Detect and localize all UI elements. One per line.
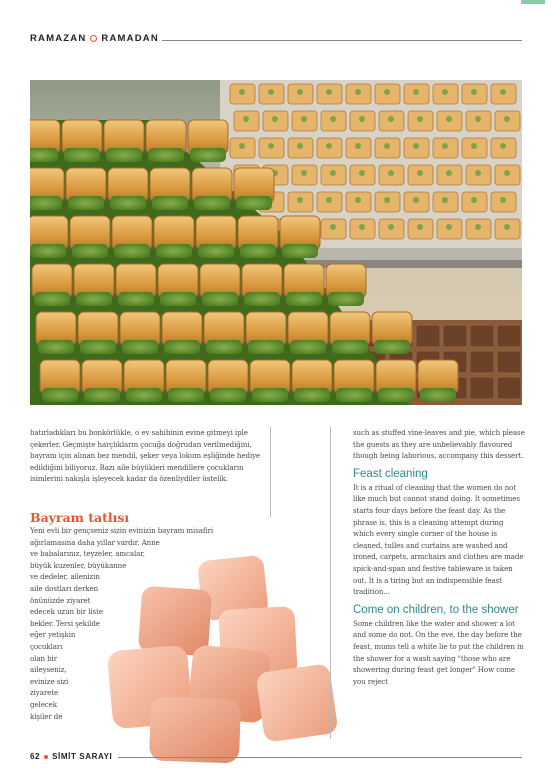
header-rule bbox=[162, 40, 522, 41]
lokum-illustration bbox=[80, 548, 340, 768]
right-paragraph-3: Some children like the water and shower a lot and some do not. On the eve, the day before the feast, mums tell a white lie to put the children in the shower for a wash saying "those who are showering during feast get longer" How come you reject bbox=[353, 618, 524, 686]
column-divider bbox=[330, 427, 331, 739]
shower-heading: Come on children, to the shower bbox=[353, 603, 519, 616]
left-paragraph-1: hatırladıkları bu bonkörlükle, o ev sahibinin evine gitmeyi iple çekerler. Geçmişte harçlıkların çocuğa doğrudan verilmediğini, bayram için alınan bez mendil, şeker veya lokum eşliğinde hediye edildiğini biliyoruz. Bazı aile büyükleri mendillere çocukların isimlerini nakışla işleyecek kadar da özenliydiler üstelik. bbox=[30, 428, 261, 484]
para2-line: ağırlamasına daha yıllar vardır. Anne bbox=[30, 537, 160, 547]
para2-line: edecek uzun bir liste bbox=[30, 607, 103, 617]
para2-line: gelecek bbox=[30, 699, 57, 709]
right-paragraph-2: It is a ritual of cleaning that the women do not like much but cannot stand doing. It sometimes starts four days before the feast day. As the phrase is, this is a cleaning attempt during which every single corner of the house is cleaned, tulles and curtains are washed and ironed, carpets, armchairs and clothes are made spick-and-span and festive tableware is taken out. It is a tiring but an indispensible feast tradition... bbox=[353, 482, 524, 597]
para2-line: ziyarete bbox=[30, 688, 59, 698]
section-header bbox=[30, 33, 159, 44]
para2-line: eğer yetişkin bbox=[30, 630, 76, 640]
para2-line: evinize sizi bbox=[30, 676, 69, 686]
dot-bullet-icon bbox=[44, 755, 48, 759]
para2-line: aile dostları derken bbox=[30, 583, 99, 593]
para2-line: ve dedeler, ailenizin bbox=[30, 572, 100, 582]
corner-tab bbox=[521, 0, 545, 4]
page-number: 62 bbox=[30, 752, 41, 761]
lokum-photo bbox=[80, 548, 340, 768]
baklava-photo bbox=[30, 80, 522, 405]
right-column bbox=[353, 427, 525, 687]
para2-line: ve babalarınız, teyzeler, amcalar, bbox=[30, 549, 145, 559]
bayram-tatlisi-heading: Bayram tatlısı bbox=[30, 510, 130, 525]
para2-line: Yeni evli bir gençseniz sizin evinizin bayram misafiri bbox=[30, 526, 214, 535]
para2-line: bekler. Tersi şekilde bbox=[30, 618, 100, 628]
feast-cleaning-heading: Feast cleaning bbox=[353, 467, 428, 480]
section-label-tr: RAMAZAN bbox=[30, 33, 87, 44]
section-label-en: RAMADAN bbox=[101, 33, 159, 44]
para2-line: olan bir bbox=[30, 653, 57, 663]
page-footer bbox=[30, 752, 112, 761]
para2-line: önünüzde ziyaret bbox=[30, 595, 91, 605]
footer-rule bbox=[118, 757, 522, 758]
right-paragraph-1: such as stuffed vine-leaves and pie, which please the guests as they are unbelievably flavoured though being laborious, accompany this dessert. bbox=[353, 428, 525, 461]
para2-line: büyük kuzenler, büyükanne bbox=[30, 560, 127, 570]
ring-bullet-icon bbox=[90, 35, 97, 42]
para2-line: kişiler de bbox=[30, 711, 63, 721]
left-column bbox=[30, 427, 270, 485]
para2-line: çocukları bbox=[30, 641, 63, 651]
baklava-illustration bbox=[30, 80, 522, 405]
column-divider-top bbox=[270, 427, 271, 517]
para2-line: aileyseniz, bbox=[30, 665, 67, 675]
magazine-name: SİMİT SARAYI bbox=[52, 752, 113, 761]
